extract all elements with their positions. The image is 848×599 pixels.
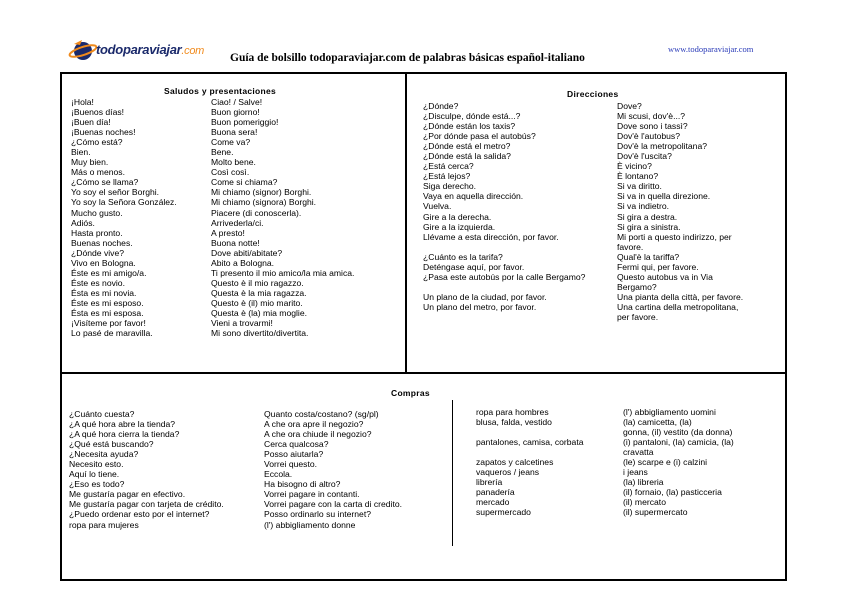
logo-text-domain: .com: [181, 45, 205, 57]
phrase-text: ¿A qué hora abre la tienda?: [69, 419, 176, 430]
phrase-text: Quanto costa/costano? (sg/pl): [264, 409, 379, 419]
document-title: Guía de bolsillo todoparaviajar.com de palabras básicas español-italiano: [230, 52, 585, 64]
phrase-text: blusa, falda, vestido: [476, 417, 552, 428]
phrase-text: ¿Dónde?: [423, 101, 459, 111]
phrase-text: Questo è (il) mio marito.: [211, 297, 303, 308]
phrase-text: gonna, (il) vestito (da donna): [623, 427, 733, 438]
phrase-text: ¿Por dónde pasa el autobús?: [423, 131, 536, 142]
phrase-text: ¿Cómo se llama?: [71, 177, 139, 188]
phrase-text: Muy bien.: [71, 157, 109, 168]
phrase-text: Mi chiamo (signora) Borghi.: [211, 197, 317, 208]
saludos-spanish-column: [71, 97, 211, 338]
phrase-text: Aquí lo tiene.: [69, 469, 120, 480]
phrase-text: (la) libreria: [623, 477, 664, 488]
phrase-text: Mi scusi, dov'è...?: [617, 111, 686, 122]
logo-text-main: todoparaviajar: [96, 42, 182, 57]
phrase-text: ¿Eso es todo?: [69, 479, 125, 490]
phrase-text: Mucho gusto.: [71, 207, 123, 218]
phrase-text: (il) fornaio, (la) pasticceria: [623, 487, 722, 498]
phrase-text: ¿Cómo está?: [71, 137, 123, 148]
phrase-text: ¿Está cerca?: [423, 161, 474, 172]
phrase-text: favore.: [617, 241, 644, 252]
phrase-text: ropa para hombres: [476, 407, 549, 417]
phrase-text: Ti presento il mio amico/la mia amica.: [211, 267, 355, 278]
phrase-text: ¡Buenas noches!: [71, 127, 136, 138]
phrase-text: ¡Buen día!: [71, 117, 111, 128]
phrase-text: per favore.: [617, 311, 659, 322]
phrase-text: pantalones, camisa, corbata: [476, 437, 584, 448]
phrase-text: Deténgase aquí, por favor.: [423, 261, 525, 272]
phrase-text: Vorrei pagare in contanti.: [264, 489, 360, 500]
phrase-text: (il) mercato: [623, 497, 666, 508]
phrase-text: Yo soy la Señora González.: [71, 197, 177, 208]
phrase-text: Vaya en aquella dirección.: [423, 191, 524, 202]
phrase-text: Mi porti a questo indirizzo, per: [617, 231, 732, 242]
phrase-text: Un plano de la ciudad, por favor.: [423, 291, 547, 302]
phrase-text: zapatos y calcetines: [476, 457, 554, 468]
phrase-text: ¿Disculpe, dónde está...?: [423, 111, 521, 122]
phrase-text: A presto!: [211, 227, 245, 238]
phrase-text: Lo pasé de maravilla.: [71, 328, 153, 339]
phrase-text: panadería: [476, 487, 515, 498]
phrase-text: ¿Qué está buscando?: [69, 439, 154, 450]
phrase-text: Si gira a sinistra.: [617, 221, 681, 232]
direcciones-italian-column: [617, 101, 782, 322]
phrase-text: Ésta es mi novia.: [71, 287, 137, 298]
phrase-text: Fermi qui, per favore.: [617, 261, 699, 272]
phrase-text: supermercado: [476, 507, 531, 518]
phrase-text: Buona sera!: [211, 127, 258, 138]
phrase-text: Éste es mi amigo/a.: [71, 267, 147, 278]
compras-left-italian-column: [264, 409, 449, 530]
phrase-text: Gire a la izquierda.: [423, 221, 496, 232]
phrase-text: ¿Dónde están los taxis?: [423, 121, 516, 132]
phrase-text: Buon giorno!: [211, 107, 260, 118]
phrase-text: Me gustaría pagar en efectivo.: [69, 489, 186, 500]
site-url-link[interactable]: www.todoparaviajar.com: [668, 44, 754, 54]
phrase-text: Cerca qualcosa?: [264, 439, 329, 450]
phrase-text: ¡Hola!: [71, 97, 94, 107]
phrase-text: (il) supermercato: [623, 507, 688, 518]
phrase-text: ¡Visíteme por favor!: [71, 318, 146, 329]
phrase-text: Questo è il mio ragazzo.: [211, 277, 304, 288]
phrase-text: i jeans: [623, 467, 648, 478]
phrase-text: ¿Dónde vive?: [71, 247, 125, 258]
phrase-text: Un plano del metro, por favor.: [423, 301, 537, 312]
horizontal-divider: [60, 372, 787, 374]
phrase-text: Hasta pronto.: [71, 227, 123, 238]
phrase-text: ¡Buenos días!: [71, 107, 125, 118]
saludos-italian-column: [211, 97, 401, 338]
phrase-text: Si gira a destra.: [617, 211, 678, 222]
phrase-text: Questa è (la) mia moglie.: [211, 307, 307, 318]
phrase-text: Me gustaría pagar con tarjeta de crédito.: [69, 499, 224, 510]
phrase-text: Così così.: [211, 167, 250, 178]
phrase-text: Piacere (di conoscerla).: [211, 207, 302, 218]
blank-line: [476, 427, 622, 437]
blank-line: [423, 282, 615, 292]
compras-right-spanish-column: [476, 407, 622, 518]
section-title-direcciones: Direcciones: [567, 89, 619, 99]
phrase-text: Siga derecho.: [423, 181, 477, 192]
phrase-text: Mi sono divertito/divertita.: [211, 328, 309, 339]
phrase-text: ¿Pasa este autobús por la calle Bergamo?: [423, 271, 586, 282]
phrase-text: ropa para mujeres: [69, 519, 139, 530]
phrase-text: Abito a Bologna.: [211, 257, 275, 268]
phrase-text: Vivo en Bologna.: [71, 257, 136, 268]
phrase-text: Vorrei pagare con la carta di credito.: [264, 499, 403, 510]
phrase-text: (l') abbigliamento uomini: [623, 407, 716, 417]
phrase-text: Bene.: [211, 147, 234, 158]
phrase-text: cravatta: [623, 447, 654, 458]
blank-line: [423, 242, 615, 252]
phrase-text: È vicino?: [617, 161, 652, 172]
phrase-text: Ésta es mi esposa.: [71, 307, 144, 318]
phrase-text: Arrivederla/ci.: [211, 217, 264, 228]
phrase-text: ¿Puedo ordenar esto por el internet?: [69, 509, 210, 520]
phrase-text: Yo soy el señor Borghi.: [71, 187, 160, 198]
phrase-text: Vorrei questo.: [264, 459, 318, 470]
phrase-text: Dov'è l'uscita?: [617, 151, 672, 162]
phrase-text: Una cartina della metropolitana,: [617, 301, 739, 312]
phrase-text: ¿Cuánto cuesta?: [69, 409, 135, 419]
phrase-text: ¿Dónde está el metro?: [423, 141, 511, 152]
phrase-text: Dove abiti/abitate?: [211, 247, 283, 258]
phrase-text: Come va?: [211, 137, 251, 148]
phrase-text: Llévame a esta dirección, por favor.: [423, 231, 559, 242]
phrase-text: Posso aiutarla?: [264, 449, 324, 460]
phrase-text: Come si chiama?: [211, 177, 278, 188]
phrase-text: (la) camicetta, (la): [623, 417, 692, 428]
direcciones-spanish-column: [423, 101, 615, 312]
phrase-text: Éste es novio.: [71, 277, 125, 288]
phrase-text: Dov'è l'autobus?: [617, 131, 681, 142]
blank-line: [476, 447, 622, 457]
phrase-text: Molto bene.: [211, 157, 256, 168]
phrase-text: ¿Dónde está la salida?: [423, 151, 511, 162]
phrase-text: librería: [476, 477, 503, 488]
phrase-text: Qual'è la tariffa?: [617, 251, 680, 262]
phrase-text: Vieni a trovarmi!: [211, 318, 273, 329]
phrase-text: Posso ordinarlo su internet?: [264, 509, 372, 520]
phrase-text: Dove sono i tassì?: [617, 121, 688, 132]
compras-right-italian-column: [623, 407, 783, 518]
phrase-text: ¿Cuánto es la tarifa?: [423, 251, 503, 262]
phrase-text: Una pianta della città, per favore.: [617, 291, 744, 302]
section-title-compras: Compras: [391, 388, 430, 398]
phrase-text: Necesito esto.: [69, 459, 124, 470]
phrase-text: Bergamo?: [617, 281, 657, 292]
phrase-text: Gire a la derecha.: [423, 211, 492, 222]
phrase-text: È lontano?: [617, 171, 659, 182]
phrase-text: Mi chiamo (signor) Borghi.: [211, 187, 312, 198]
phrase-text: Ha bisogno di altro?: [264, 479, 341, 490]
vertical-divider: [405, 72, 407, 374]
phrase-text: (i) pantaloni, (la) camicia, (la): [623, 437, 734, 448]
phrase-text: Dov'è la metropolitana?: [617, 141, 708, 152]
phrase-text: Más o menos.: [71, 167, 125, 178]
phrase-text: Dove?: [617, 101, 642, 111]
section-title-saludos: Saludos y presentaciones: [164, 86, 277, 96]
phrase-text: ¿Necesita ayuda?: [69, 449, 139, 460]
phrase-text: mercado: [476, 497, 510, 508]
phrase-text: ¿Está lejos?: [423, 171, 471, 182]
phrase-text: Ciao! / Salve!: [211, 97, 263, 107]
phrase-text: Si va in quella direzione.: [617, 191, 711, 202]
phrase-text: Questo autobus va in Via: [617, 271, 713, 282]
phrase-text: Vuelva.: [423, 201, 452, 212]
compras-left-spanish-column: [69, 409, 264, 530]
phrase-text: Adiós.: [71, 217, 95, 228]
phrase-text: Buenas noches.: [71, 237, 133, 248]
phrase-text: Si va diritto.: [617, 181, 662, 192]
phrase-text: (l') abbigliamento donne: [264, 519, 356, 530]
phrase-text: vaqueros / jeans: [476, 467, 540, 478]
phrase-text: A che ora chiude il negozio?: [264, 429, 372, 440]
compras-divider: [452, 400, 453, 546]
phrase-text: (le) scarpe e (i) calzini: [623, 457, 708, 468]
phrase-text: A che ora apre il negozio?: [264, 419, 364, 430]
logo[interactable]: [68, 36, 218, 64]
phrase-text: Bien.: [71, 147, 91, 158]
phrase-text: Buona notte!: [211, 237, 260, 248]
phrase-text: Buon pomeriggio!: [211, 117, 279, 128]
phrase-text: Éste es mi esposo.: [71, 297, 144, 308]
phrase-text: ¿A qué hora cierra la tienda?: [69, 429, 180, 440]
phrase-text: Si va indietro.: [617, 201, 670, 212]
logo-text: [96, 42, 204, 57]
phrase-text: Eccola.: [264, 469, 293, 480]
phrase-text: Questa è la mia ragazza.: [211, 287, 307, 298]
